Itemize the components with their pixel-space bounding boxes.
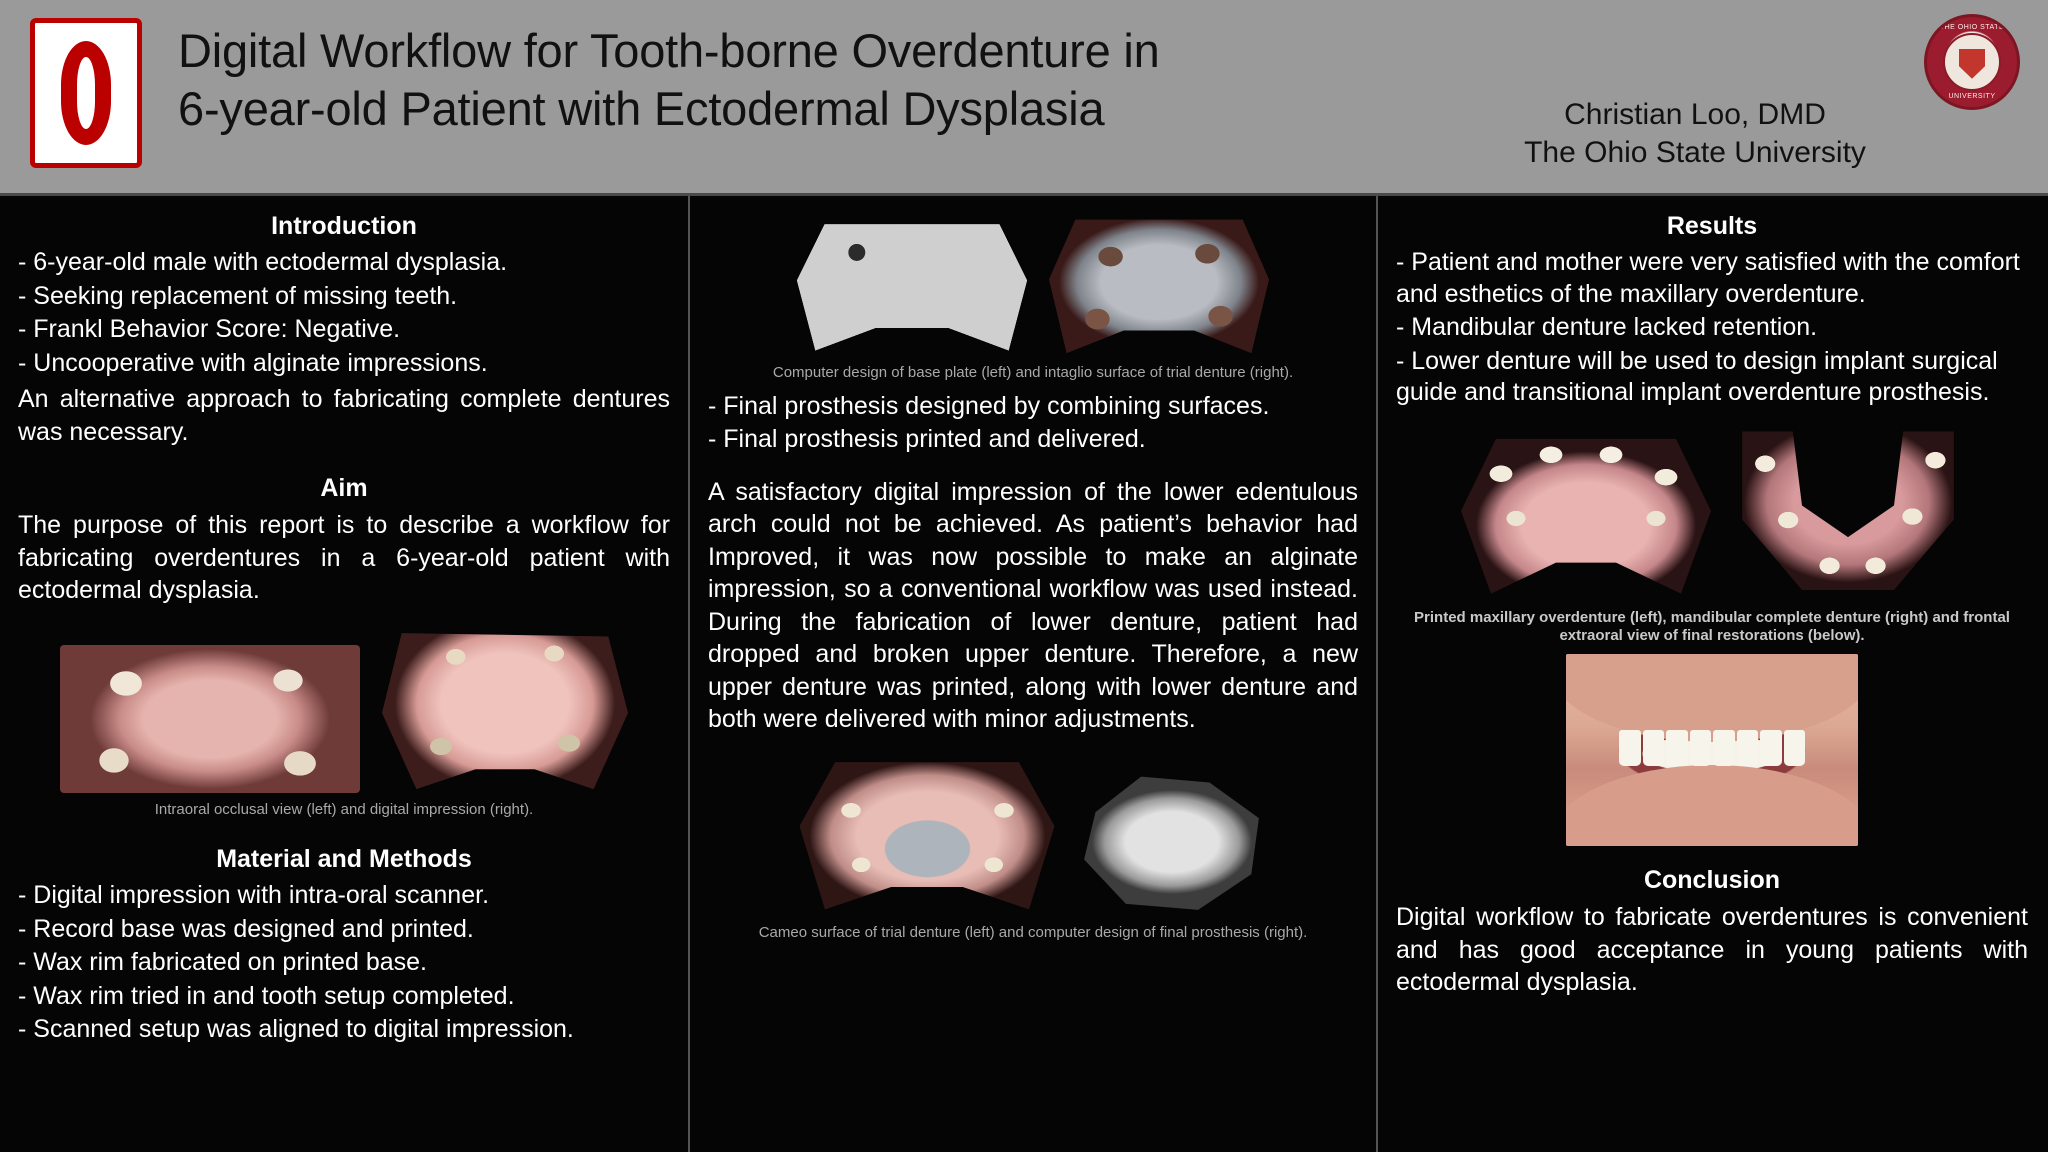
aim-heading: Aim: [320, 474, 368, 502]
introduction-bullets: [18, 247, 670, 379]
base-plate-design-render: [797, 216, 1027, 356]
final-prosthesis-design-render: [1077, 768, 1267, 916]
ohio-state-block-o-logo: [30, 18, 142, 168]
list-item: - Mandibular denture lacked retention.: [1396, 313, 1818, 341]
seal-bottom-text: UNIVERSITY: [1948, 93, 1996, 100]
list-item: - Record base was designed and printed.: [18, 914, 474, 943]
extraoral-figure-group: [1396, 654, 2028, 846]
teeth-row: [1619, 730, 1805, 766]
list-item: - 6-year-old male with ectodermal dysplasia.: [18, 248, 508, 276]
list-item: - Patient and mother were very satisfied with the comfort and esthetics of the maxillary overdenture.: [1396, 248, 2020, 308]
center-bottom-figure-group: [708, 756, 1358, 916]
right-figure-caption: Printed maxillary overdenture (left), mandibular complete denture (right) and frontal extraoral view of final restorations (below).: [1414, 608, 2010, 645]
list-item: - Scanned setup was aligned to digital impression.: [18, 1015, 574, 1044]
digital-impression-render: [382, 627, 628, 793]
left-figure-caption: Intraoral occlusal view (left) and digital impression (right).: [154, 800, 534, 818]
list-item: - Lower denture will be used to design implant surgical guide and transitional implant overdenture prosthesis.: [1396, 346, 1998, 406]
introduction-paragraph: An alternative approach to fabricating complete dentures was necessary.: [18, 385, 670, 446]
intaglio-surface-render: [1049, 214, 1269, 356]
university-seal-icon: [1924, 14, 2020, 110]
left-column: [0, 196, 690, 1152]
aim-paragraph: The purpose of this report is to describe a workflow for fabricating overdentures in a 6-year-old patient with ectodermal dysplasia.: [18, 511, 670, 604]
results-heading: Results: [1666, 212, 1758, 240]
right-figure-group: [1396, 425, 2028, 601]
center-paragraph: A satisfactory digital impression of the lower edentulous arch could not be achieved. As patient’s behavior had Improved, it was now possible to make an alginate impression, so a conventional workflow was used instead. During the fabrication of lower denture, patient had dropped and broken upper denture. Therefore, a new upper denture was printed, along with lower denture and both were delivered with minor adjustments.: [708, 477, 1358, 734]
author-name: Christian Loo, DMD: [1564, 98, 1826, 131]
list-item: - Frankl Behavior Score: Negative.: [18, 315, 401, 343]
title-line-1: Digital Workflow for Tooth-borne Overdenture in: [178, 24, 1160, 77]
center-bullets: [708, 391, 1358, 456]
title-line-2: 6-year-old Patient with Ectodermal Dysplasia: [178, 81, 1105, 135]
list-item: - Digital impression with intra-oral scanner.: [18, 881, 490, 910]
center-top-figure-caption: Computer design of base plate (left) and intaglio surface of trial denture (right).: [772, 364, 1294, 381]
mandibular-complete-denture-photo: [1733, 425, 1963, 601]
material-methods-heading: Material and Methods: [216, 845, 472, 874]
right-column: [1378, 196, 2046, 1152]
list-item: - Uncooperative with alginate impressions.: [18, 348, 488, 377]
upper-lip-shape: [1566, 654, 1858, 742]
material-methods-bullets: [18, 880, 670, 1046]
center-column: [690, 196, 1378, 1152]
center-top-figure-group: [708, 214, 1358, 356]
poster-header: [0, 0, 2048, 196]
results-bullets: [1396, 247, 2028, 409]
conclusion-paragraph: Digital workflow to fabricate overdentures is convenient and has good acceptance in young patients with ectodermal dysplasia.: [1396, 903, 2028, 996]
author-block: [1480, 96, 1910, 171]
author-organization: The Ohio State University: [1524, 135, 1866, 169]
left-figure-group: [18, 627, 670, 793]
poster-body: [0, 196, 2048, 1152]
conclusion-heading: Conclusion: [1643, 866, 1781, 894]
introduction-heading: Introduction: [271, 212, 417, 240]
printed-maxillary-overdenture-photo: [1461, 429, 1711, 601]
list-item: - Wax rim fabricated on printed base.: [18, 948, 427, 977]
lower-lip-shape: [1566, 765, 1858, 846]
intraoral-occlusal-photo: [60, 645, 360, 793]
block-o-icon: [61, 41, 111, 145]
list-item: - Seeking replacement of missing teeth.: [18, 281, 458, 310]
list-item: - Wax rim tried in and tooth setup completed.: [18, 981, 515, 1010]
cameo-surface-render: [800, 756, 1055, 916]
frontal-extraoral-smile-photo: [1566, 654, 1858, 846]
seal-top-text: THE OHIO STATE: [1939, 24, 2005, 31]
list-item: - Final prosthesis printed and delivered.: [708, 425, 1146, 454]
list-item: - Final prosthesis designed by combining surfaces.: [708, 391, 1270, 420]
poster-title: [178, 22, 1458, 138]
center-bottom-figure-caption: Cameo surface of trial denture (left) and computer design of final prosthesis (right).: [758, 923, 1308, 941]
